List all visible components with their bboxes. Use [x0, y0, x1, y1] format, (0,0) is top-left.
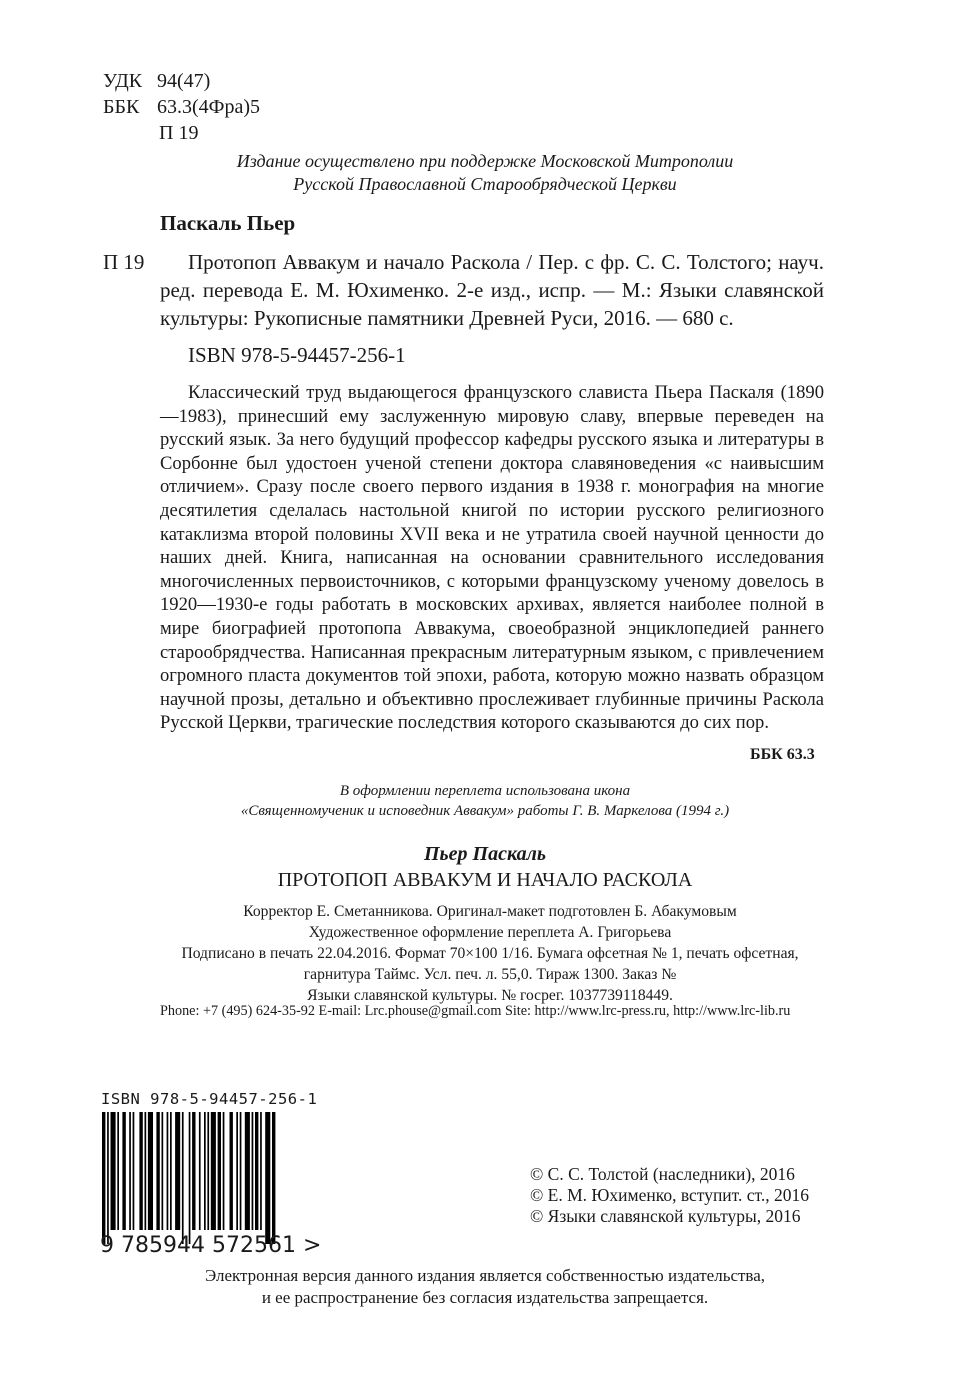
- barcode-bar: [192, 1112, 195, 1230]
- barcode-bar: [175, 1112, 180, 1230]
- bbk-short: ББК 63.3: [750, 746, 815, 763]
- barcode-bar: [170, 1112, 172, 1230]
- contacts-line: Phone: +7 (495) 624-35-92 E-mail: Lrc.phouse@gmail.com Site: http://www.lrc-press.ru, http://www.lrc-lib.ru: [160, 1003, 791, 1019]
- barcode-bar: [260, 1112, 262, 1230]
- barcode-bar: [162, 1112, 164, 1230]
- barcode-bar: [272, 1112, 275, 1244]
- barcode-bar: [117, 1112, 119, 1230]
- barcode-bar: [189, 1112, 191, 1244]
- barcode-image: [98, 1112, 323, 1252]
- barcode-bar: [145, 1112, 147, 1230]
- abstract-text: Классический труд выдающегося французского слависта Пьера Паскаля (1890—1983), принесший ему заслуженную мировую славу, впервые переведен на русский язык. За него будущий профессор кафедры русского языка и литературы в Сорбонне был удостоен ученой степени доктора славяноведения «с наивысшим отличием». Сразу после своего первого издания в 1938 г. монография на многие десятилетия сделалась настольной книгой по истории русского религиозного катаклизма второй половины XVII века и не утратила своей научной ценности до наших дней. Книга, написанная на основании сравнительного исследования многочисленных первоисточников, с которыми французскому ученому довелось в 1920—1930-е годы работать в московских архивах, является наиболее полной в мире биографией протопопа Аввакума, своеобразной энциклопедией раннего старообрядчества. Написанная прекрасным литературным языком, с привлечением огромного пласта документов той эпохи, работа, которую можно назвать образцом научной прозы, детально и объективно прослеживает глубинные причины Раскола Русской Церкви, трагические последствия которого сказываются до сих пор.: [160, 382, 824, 734]
- barcode-bar: [252, 1112, 254, 1230]
- bibliographic-entry: [160, 248, 824, 332]
- colophon-author: Пьер Паскаль: [423, 843, 547, 865]
- credits-line: Художественное оформление переплета А. Григорьева: [308, 924, 672, 941]
- barcode-bar: [107, 1112, 109, 1244]
- barcode-bar: [199, 1112, 201, 1230]
- barcode-bar: [230, 1112, 233, 1230]
- support-note-line: Русской Православной Старообрядческой Церкви: [293, 174, 677, 194]
- credits-line: гарнитура Таймс. Усл. печ. л. 55,0. Тираж 1300. Заказ №: [303, 966, 677, 983]
- bibliographic-text: Протопоп Аввакум и начало Раскола / Пер. с фр. С. С. Толстого; науч. ред. перевода Е. М. Юхименко. 2-е изд., испр. — М.: Языки славянской культуры: Рукописные памятники Древней Руси, 2016. — 680 с.: [160, 250, 824, 330]
- barcode-bar: [133, 1112, 135, 1230]
- barcode-bar: [102, 1112, 105, 1244]
- colophon-title: ПРОТОПОП АВВАКУМ И НАЧАЛО РАСКОЛА: [277, 869, 693, 891]
- classification-codes: [103, 68, 260, 146]
- barcode-bar: [129, 1112, 131, 1230]
- barcode-bar: [245, 1112, 250, 1230]
- barcode-bar: [218, 1112, 221, 1230]
- ebook-note: [160, 1265, 810, 1309]
- credits-line: Языки славянской культуры. № госрег. 1037739118449.: [307, 987, 673, 1004]
- udk-value: 94(47): [157, 70, 211, 92]
- isbn-line: ISBN 978-5-94457-256-1: [188, 343, 406, 367]
- barcode-bar: [182, 1112, 184, 1244]
- barcode-bar: [207, 1112, 209, 1230]
- barcode-bar: [223, 1112, 225, 1230]
- udk-label: УДК: [103, 70, 143, 92]
- copyright-line: © Е. М. Юхименко, вступит. ст., 2016: [530, 1185, 809, 1205]
- barcode-bar: [240, 1112, 242, 1230]
- barcode-bar: [111, 1112, 116, 1230]
- support-note-line: Издание осуществлено при поддержке Московской Митрополии: [236, 151, 734, 171]
- barcode-bar: [211, 1112, 216, 1230]
- abstract: [160, 381, 824, 735]
- author-code: П 19: [159, 122, 199, 144]
- credits-line: Корректор Е. Сметанникова. Оригинал-макет подготовлен Б. Абакумовым: [243, 903, 737, 920]
- barcode-bar: [122, 1112, 125, 1230]
- barcode-bar: [167, 1112, 169, 1230]
- credits: [155, 901, 825, 1006]
- credits-line: Подписано в печать 22.04.2016. Формат 70×100 1/16. Бумага офсетная № 1, печать офсетная,: [181, 945, 799, 962]
- cover-note: [160, 781, 810, 821]
- bbk-value: 63.3(4Фра)5: [157, 96, 260, 118]
- barcode-bar: [265, 1112, 270, 1244]
- barcode-bar: [204, 1112, 206, 1230]
- barcode-bar: [139, 1112, 142, 1230]
- barcode-bar: [148, 1112, 153, 1230]
- cover-note-line: «Священномученик и исповедник Аввакум» работы Г. В. Маркелова (1994 г.): [240, 803, 730, 819]
- bbk-label: ББК: [103, 96, 140, 118]
- copyright-line: © С. С. Толстой (наследники), 2016: [530, 1164, 795, 1184]
- barcode-bar: [156, 1112, 159, 1230]
- cover-note-line: В оформлении переплета использована икона: [339, 783, 631, 799]
- copyright-line: © Языки славянской культуры, 2016: [530, 1206, 801, 1226]
- barcode-isbn-text: ISBN 978-5-94457-256-1: [101, 1090, 318, 1108]
- bibliographic-index: П 19: [103, 250, 145, 274]
- support-note: [160, 150, 810, 196]
- barcode-bar: [255, 1112, 258, 1230]
- ebook-note-line: и ее распространение без согласия издательства запрещается.: [261, 1288, 709, 1307]
- ebook-note-line: Электронная версия данного издания является собственностью издательства,: [204, 1266, 766, 1285]
- author-heading: Паскаль Пьер: [160, 211, 296, 235]
- barcode-digits: 9 785944 572561 >: [100, 1233, 322, 1258]
- copyright-block: [530, 1164, 809, 1227]
- barcode-bar: [236, 1112, 238, 1230]
